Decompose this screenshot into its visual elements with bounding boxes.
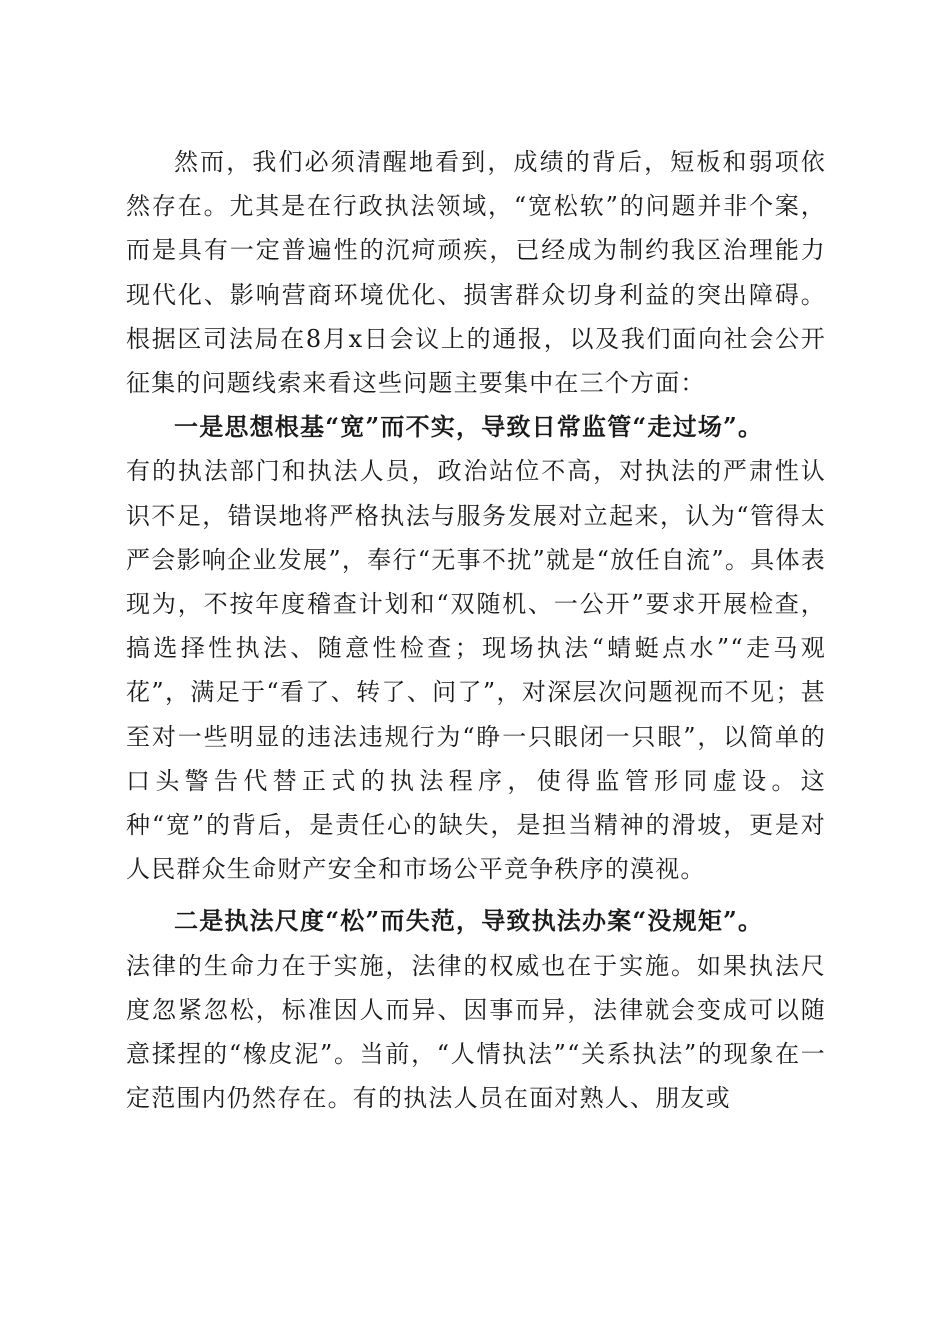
document-body — [126, 140, 826, 1120]
paragraph-intro: 然而，我们必须清醒地看到，成绩的背后，短板和弱项依然存在。尤其是在行政执法领域，“宽松软”的问题并非个案，而是具有一定普遍性的沉疴顽疾，已经成为制约我区治理能力现代化、影响营商环境优化、损害群众切身利益的突出障碍。根据区司法局在8月x日会议上的通报，以及我们面向社会公开征集的问题线索来看这些问题主要集中在三个方面： — [126, 148, 826, 398]
paragraph-section-2: 法律的生命力在于实施，法律的权威也在于实施。如果执法尺度忽紧忽松，标准因人而异、因事而异，法律就会变成可以随意揉捏的“橡皮泥”。当前，“人情执法”“关系执法”的现象在一定范围内仍然存在。有的执法人员在面对熟人、朋友或 — [126, 951, 826, 1113]
section-heading-1: 一是思想根基“宽”而不实，导致日常监管“走过场”。 — [174, 412, 764, 442]
section-heading-2: 二是执法尺度“松”而失范，导致执法办案“没规矩”。 — [174, 906, 764, 936]
paragraph-section-1: 有的执法部门和执法人员，政治站位不高，对执法的严肃性认识不足，错误地将严格执法与服务发展对立起来，认为“管得太严会影响企业发展”，奉行“无事不扰”就是“放任自流”。具体表现为，不按年度稽查计划和“双随机、一公开”要求开展检查，搞选择性执法、随意性检查；现场执法“蜻蜓点水”“走马观花”，满足于“看了、转了、问了”，对深层次问题视而不见；甚至对一些明显的违法违规行为“睁一只眼闭一只眼”，以简单的口头警告代替正式的执法程序，使得监管形同虚设。这种“宽”的背后，是责任心的缺失，是担当精神的滑坡，更是对人民群众生命财产安全和市场公平竞争秩序的漠视。 — [126, 457, 826, 884]
